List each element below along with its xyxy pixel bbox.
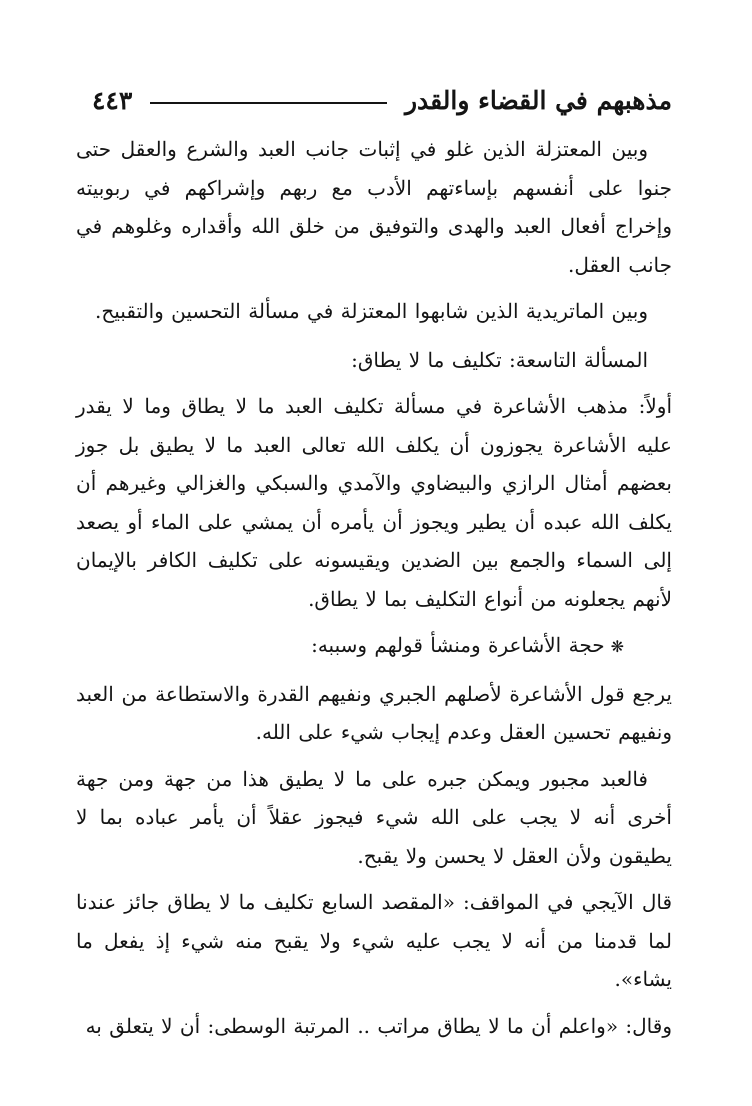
paragraph: قال الآيجي في المواقف: «المقصد السابع تكليف ما لا يطاق جائز عندنا لما قدمنا من أنه لا يجب عليه شيء ولا يقبح منه شيء إذ يفعل ما يشاء». xyxy=(76,890,672,991)
subheading-text: حجة الأشاعرة ومنشأ قولهم وسببه: xyxy=(311,633,605,657)
running-header xyxy=(92,80,672,120)
paragraph: يرجع قول الأشاعرة لأصلهم الجبري ونفيهم القدرة والاستطاعة من العبد ونفيهم تحسين العقل وعدم إيجاب شيء على الله. xyxy=(76,681,673,744)
header-rule xyxy=(150,102,387,104)
body-text xyxy=(76,130,672,1053)
paragraph: وبين المعتزلة الذين غلو في إثبات جانب العبد والشرع والعقل حتى جنوا على أنفسهم بإساءتهم الأدب مع ربهم وإشراكهم في ربوبيته وإخراج أفعال العبد والهدى والتوفيق من خلق الله وأقداره وغلوهم في جانب العقل. xyxy=(76,137,673,277)
paragraph: فالعبد مجبور ويمكن جبره على ما لا يطيق هذا من جهة ومن جهة أخرى أنه لا يجب على الله شيء فيجوز عقلاً أن يأمر عباده بما لا يطيقون ولأن العقل لا يحسن ولا يقبح. xyxy=(76,766,672,868)
section-heading: المسألة التاسعة: تكليف ما لا يطاق: xyxy=(351,347,648,372)
paragraph: وبين الماتريدية الذين شابهوا المعتزلة في مسألة التحسين والتقبيح. xyxy=(94,299,648,323)
header-title: مذهبهم في القضاء والقدر xyxy=(404,85,672,115)
paragraph: أولاً: مذهب الأشاعرة في مسألة تكليف العبد ما لا يطاق وما لا يقدر عليه الأشاعرة يجوزون أن يكلف الله تعالى العبد ما لا يطيق بل جوز بعضهم أمثال الرازي والبيضاوي والآمدي والسبكي والغزالي وغيرهم أن يكلف الله عبده أن يطير ويجوز أن يأمره أن يمشي على الماء أو يصعد إلى السماء والجمع بين الضدين ويقيسونه على تكليف الكافر بالإيمان لأنهم يجعلونه من أنواع التكليف بما لا يطاق. xyxy=(76,394,672,611)
asterism-icon: ❋ xyxy=(610,637,624,656)
page-number: ٤٤٣ xyxy=(92,85,133,115)
paragraph: وقال: «واعلم أن ما لا يطاق مراتب .. المرتبة الوسطى: أن لا يتعلق به xyxy=(85,1013,672,1038)
subheading xyxy=(76,626,672,667)
